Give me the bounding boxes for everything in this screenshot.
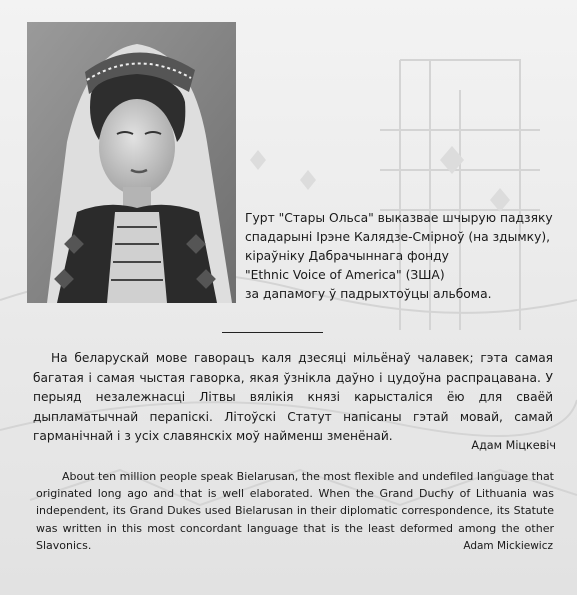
portrait-photo — [27, 22, 236, 303]
dedication-line: за дапамогу ў падрыхтоўцы альбома. — [245, 287, 492, 301]
dedication-line: спадарыні Ірэне Калядзе-Смірноў (на здымку), — [245, 230, 551, 244]
english-quote-author: Adam Mickiewicz — [463, 540, 553, 552]
belarusian-quote-author: Адам Міцкевіч — [471, 439, 556, 452]
dedication-line: кіраўніку Дабрачыннага фонду — [245, 249, 449, 263]
portrait-illustration — [27, 22, 236, 303]
dedication-text — [245, 209, 565, 304]
dedication-line: Гурт "Стары Ольса" выказвае шчырую падзяку — [245, 211, 553, 225]
section-divider — [222, 332, 323, 333]
english-quote: About ten million people speak Bielarusan, the most flexible and undefiled language that originated long ago and that is well elaborated. When the Grand Duchy of Lithuania was independent, its Grand Dukes used Bielarusan in their diplomatic correspondence, its Statute was written in this most concordant language that is the least deformed among the other Slavonics. — [36, 470, 554, 552]
belarusian-quote: На беларускай мове гаворацъ каля дзесяці мільёнаў чалавек; гэта самая багатая і самая чыстая гаворка, якая ўзнікла даўно і цудоўна распрацавана. У перыяд незалежнасці Літвы вялікія князі карысталіся ёю для сваёй дыпламатычнай перапіскі. Літоўскі Статут напісаны гэтай мовай, самай гарманічнай і з усіх славянскіх моў найменш зменёнай. — [33, 351, 553, 444]
dedication-line: "Ethnic Voice of America" (ЗША) — [245, 268, 445, 282]
